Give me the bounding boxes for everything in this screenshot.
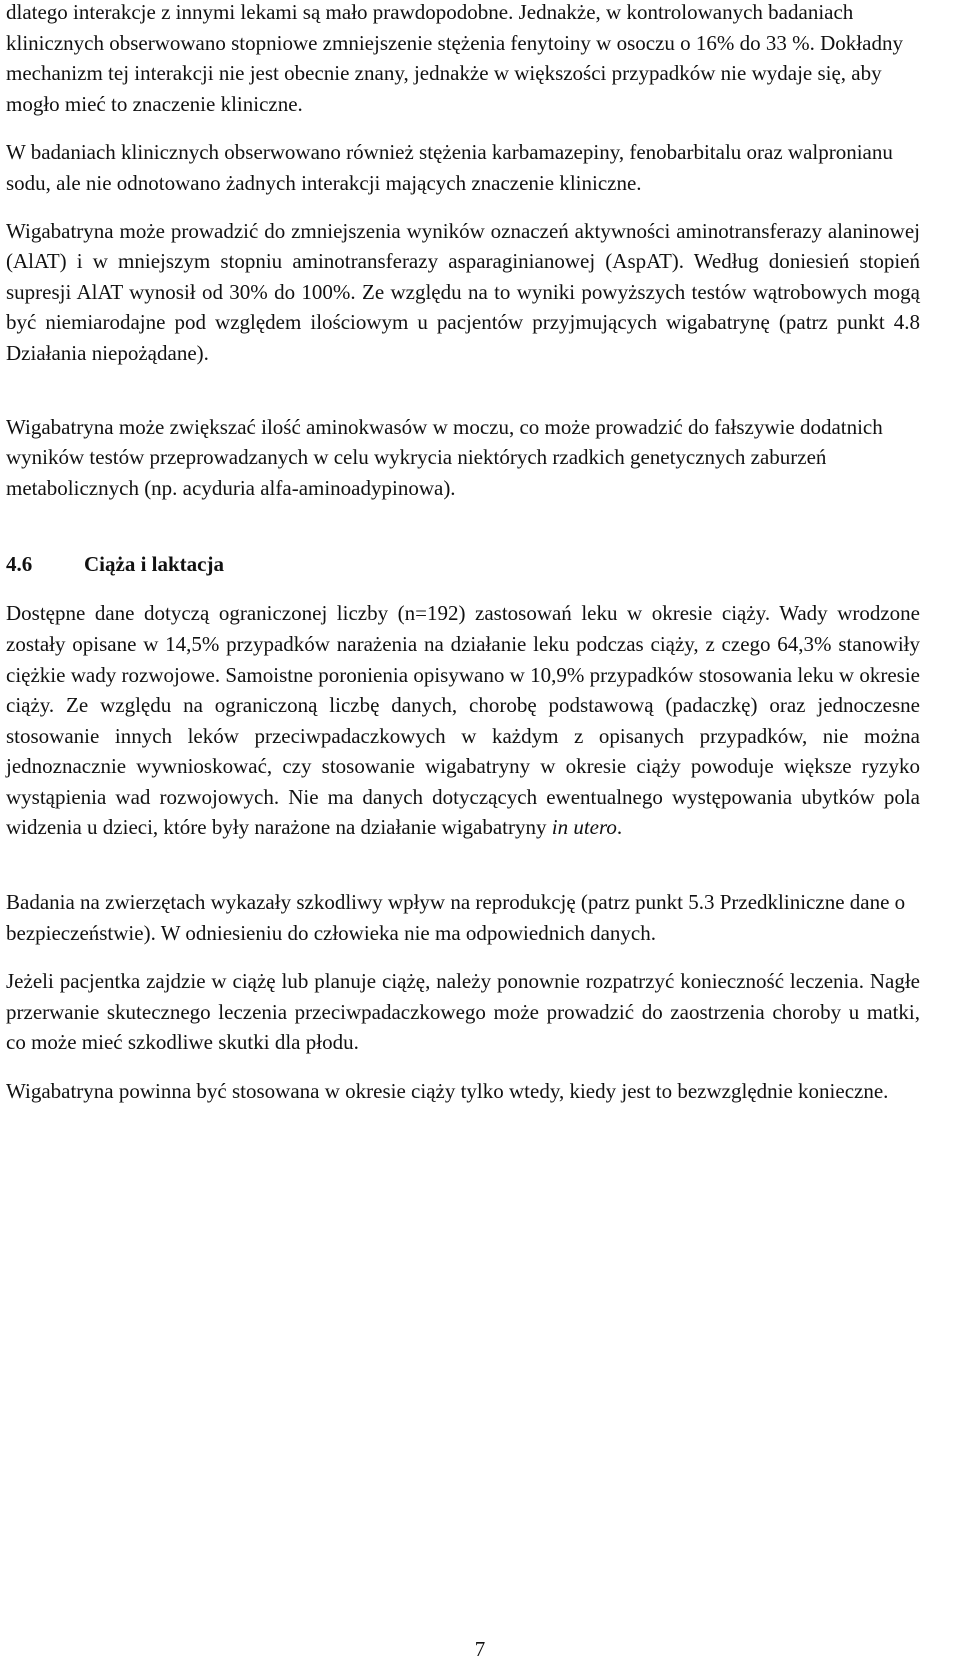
paragraph-aminotransferase: Wigabatryna może prowadzić do zmniejszenia wyników oznaczeń aktywności aminotransferazy alaninowej (AlAT) i w mniejszym stopniu aminotransferazy asparaginianowej (AspAT). Według doniesień stopień supresji AlAT wynosił od 30% do 100%. Ze względu na to wyniki powyższych testów wątrobowych mogą być niemiarodajne pod względem ilościowym u pacjentów przyjmujących wigabatrynę (patrz punkt 4.8 Działania niepożądane). [6, 218, 920, 365]
pregnancy-data-end: . [616, 815, 623, 840]
paragraph-interactions-other-drugs: W badaniach klinicznych obserwowano również stężenia karbamazepiny, fenobarbitalu oraz walpronianu sodu, ale nie odnotowano żadnych interakcji mających znaczenie kliniczne. [6, 140, 893, 195]
paragraph-amino-acids: Wigabatryna może zwiększać ilość aminokwasów w moczu, co może prowadzić do fałszywie dodatnich wyników testów przeprowadzanych w celu wykrycia niektórych rzadkich genetycznych zaburzeń metabolicznych (np. acyduria alfa-aminoadypinowa). [6, 414, 883, 500]
paragraph-pregnancy-planning: Jeżeli pacjentka zajdzie w ciążę lub planuje ciążę, należy ponownie rozpatrzyć konieczność leczenia. Nagłe przerwanie skutecznego leczenia przeciwpadaczkowego może prowadzić do zaostrzenia choroby u matki, co może mieć szkodliwe skutki dla płodu. [6, 969, 920, 1055]
document-page [6, 0, 920, 1107]
paragraph-pregnancy-data [6, 598, 920, 843]
in-utero-text: in utero [551, 815, 617, 840]
paragraph-interactions-phenytoin: dlatego interakcje z innymi lekami są mało prawdopodobne. Jednakże, w kontrolowanych badaniach klinicznych obserwowano stopniowe zmniejszenie stężenia fenytoiny w osoczu o 16% do 33 %. Dokładny mechanizm tej interakcji nie jest obecnie znany, jednakże w większości przypadków nie wydaje się, aby mogło mieć to znaczenie kliniczne. [6, 0, 903, 116]
section-number: 4.6 [6, 552, 33, 577]
section-title: Ciąża i laktacja [84, 552, 224, 577]
section-heading [6, 549, 920, 579]
paragraph-animal-studies: Badania na zwierzętach wykazały szkodliwy wpływ na reprodukcję (patrz punkt 5.3 Przedkliniczne dane o bezpieczeństwie). W odniesieniu do człowieka nie ma odpowiednich danych. [6, 890, 906, 945]
pregnancy-data-text: Dostępne dane dotyczą ograniczonej liczby (n=192) zastosowań leku w okresie ciąży. Wady wrodzone zostały opisane w 14,5% przypadków narażenia na działanie leku podczas ciąży, z czego 64,3% stanowiły ciężkie wady rozwojowe. Samoistne poronienia opisywano w 10,9% przypadków stosowania leku w okresie ciąży. Ze względu na ograniczoną liczbę danych, chorobę podstawową (padaczkę) oraz jednoczesne stosowanie innych leków przeciwpadaczkowych w każdym z opisanych przypadków, nie można jednoznacznie wywnioskować, czy stosowanie wigabatryny w okresie ciąży powoduje większe ryzyko wystąpienia wad rozwojowych. Nie ma danych dotyczących ewentualnego występowania ubytków pola widzenia u dzieci, które były narażone na działanie wigabatryny [6, 601, 920, 840]
paragraph-use-in-pregnancy: Wigabatryna powinna być stosowana w okresie ciąży tylko wtedy, kiedy jest to bezwzględnie konieczne. [6, 1079, 889, 1104]
page-number: 7 [474, 1637, 486, 1661]
